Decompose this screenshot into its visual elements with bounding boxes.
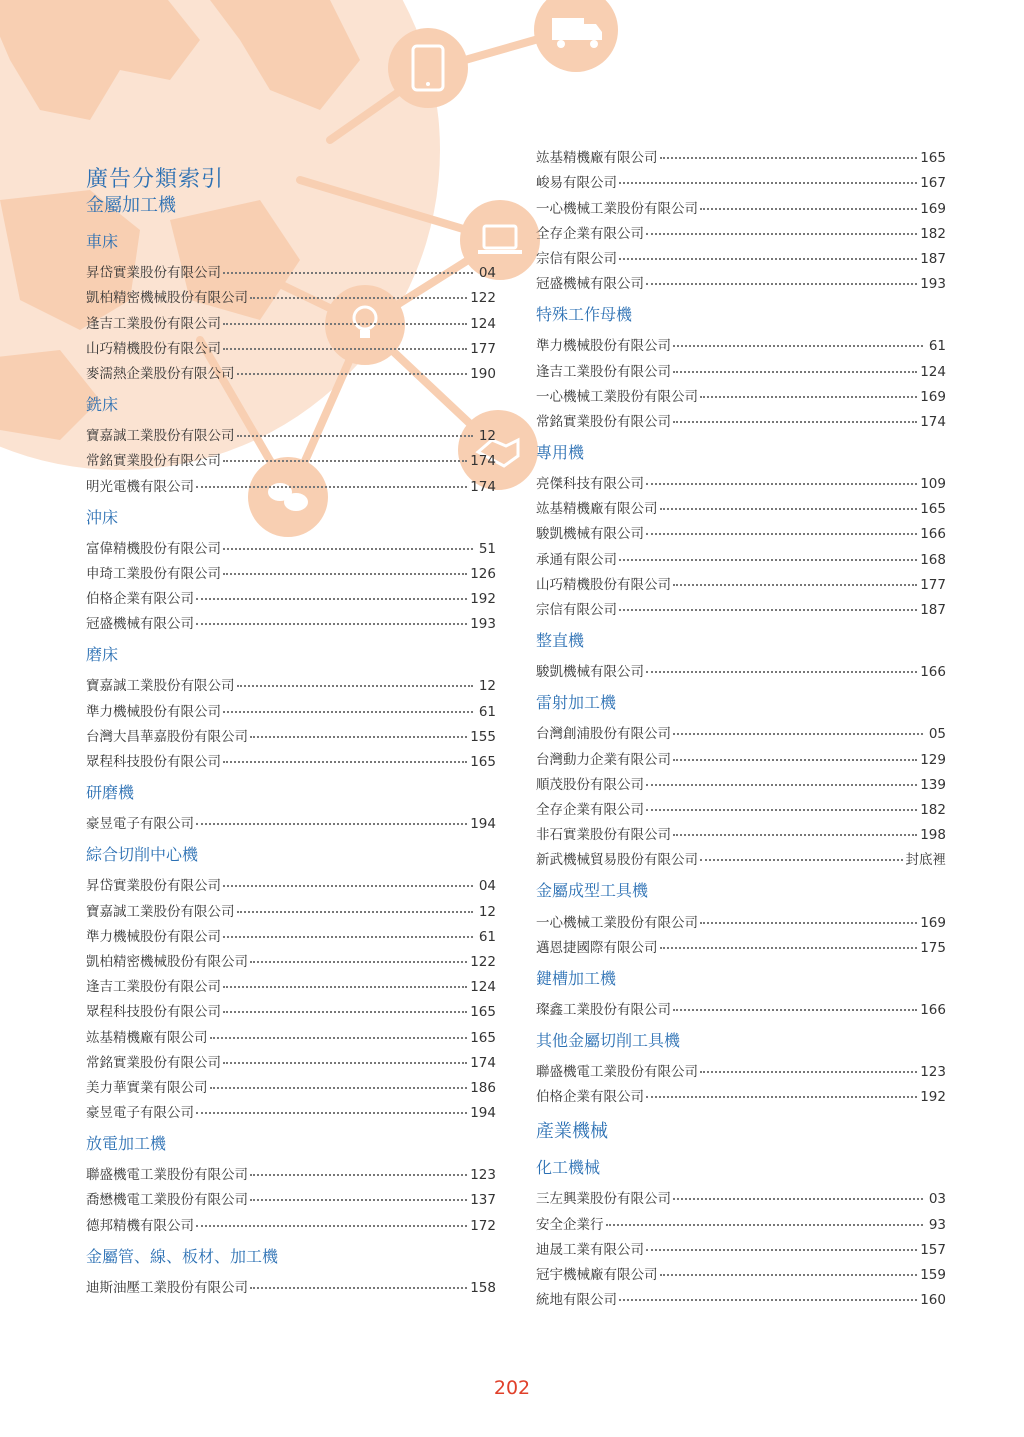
- company-name: 三左興業股份有限公司: [536, 1191, 671, 1208]
- company-name: 昇岱實業股份有限公司: [86, 265, 221, 282]
- index-entry: [536, 1055, 946, 1080]
- index-entry: [86, 869, 496, 894]
- company-name: 喬懋機電工業股份有限公司: [86, 1192, 248, 1209]
- dot-leader: [619, 559, 917, 561]
- index-entry: [86, 669, 496, 694]
- company-name: 迪晟工業有限公司: [536, 1241, 644, 1258]
- index-section: [86, 1246, 496, 1296]
- dot-leader: [196, 1112, 467, 1114]
- company-name: 伯格企業有限公司: [536, 1089, 644, 1106]
- page-reference: 129: [920, 751, 946, 768]
- index-entry: [536, 742, 946, 767]
- index-entry: [86, 894, 496, 919]
- company-name: 駿凱機械有限公司: [536, 664, 644, 681]
- index-entry: [86, 582, 496, 607]
- index-entry: [536, 405, 946, 430]
- page-reference: 124: [470, 979, 496, 996]
- company-name: 全存企業有限公司: [536, 225, 644, 242]
- index-entry: [86, 1271, 496, 1296]
- page-reference: 139: [920, 776, 946, 793]
- page-title: 廣告分類索引: [86, 166, 225, 192]
- dot-leader: [250, 297, 467, 299]
- dot-leader: [237, 373, 468, 375]
- page-reference: 155: [470, 728, 496, 745]
- dot-leader: [646, 784, 917, 786]
- page-reference: 126: [470, 565, 496, 582]
- page-reference: 03: [928, 1191, 946, 1208]
- company-name: 逢吉工業股份有限公司: [86, 979, 221, 996]
- index-entry: [86, 945, 496, 970]
- subcategory-heading: 沖床: [86, 507, 119, 527]
- dot-leader: [196, 623, 467, 625]
- index-entry: [86, 419, 496, 444]
- page-reference: 封底裡: [905, 852, 946, 869]
- company-name: 順茂股份有限公司: [536, 776, 644, 793]
- dot-leader: [250, 1287, 467, 1289]
- page-reference: 12: [478, 903, 496, 920]
- page-reference: 123: [470, 1167, 496, 1184]
- company-name: 眾程科技股份有限公司: [86, 754, 221, 770]
- index-entry: [536, 717, 946, 742]
- page-reference: 122: [470, 953, 496, 970]
- dot-leader: [646, 809, 917, 811]
- page-reference: 169: [920, 388, 946, 405]
- index-entry: [536, 191, 946, 216]
- company-name: 邁恩捷國際有限公司: [536, 939, 658, 956]
- company-name: 伯格企業有限公司: [86, 591, 194, 608]
- company-name: 宗信有限公司: [536, 250, 617, 267]
- company-name: 昇岱實業股份有限公司: [86, 878, 221, 895]
- page-reference: 177: [920, 576, 946, 593]
- index-section: [536, 304, 946, 430]
- index-entry: [536, 354, 946, 379]
- subcategory-heading: 金屬管、線、板材、加工機: [86, 1246, 279, 1266]
- index-section: [536, 141, 946, 292]
- index-section: [536, 630, 946, 680]
- index-entry: [536, 141, 946, 166]
- page-reference: 198: [920, 827, 946, 844]
- dot-leader: [700, 922, 917, 924]
- index-column-right: [536, 141, 946, 1308]
- page-reference: 174: [470, 453, 496, 470]
- page-reference: 165: [470, 1029, 496, 1046]
- dot-leader: [237, 685, 474, 687]
- dot-leader: [223, 986, 467, 988]
- dot-leader: [196, 598, 467, 600]
- company-name: 山巧精機股份有限公司: [536, 576, 671, 593]
- company-name: 一心機械工業股份有限公司: [536, 388, 698, 405]
- subcategory-heading: 專用機: [536, 442, 585, 462]
- dot-leader: [646, 283, 917, 285]
- index-entry: [86, 332, 496, 357]
- company-name: 聯盛機電工業股份有限公司: [86, 1167, 248, 1184]
- company-name: 竑基精機廠有限公司: [536, 150, 658, 167]
- company-name: 台灣動力企業有限公司: [536, 751, 671, 768]
- page-reference: 04: [478, 878, 496, 895]
- subcategory-heading: 車床: [86, 232, 119, 251]
- dot-leader: [660, 947, 918, 949]
- page-reference: 169: [920, 200, 946, 217]
- index-section: [86, 507, 496, 633]
- index-entry: [536, 242, 946, 267]
- subcategory-heading: 磨床: [86, 645, 119, 665]
- page-reference: 166: [920, 526, 946, 543]
- company-name: 準力機械股份有限公司: [536, 338, 671, 355]
- index-entry: [536, 655, 946, 680]
- company-name: 一心機械工業股份有限公司: [536, 200, 698, 217]
- page-reference: 124: [470, 315, 496, 332]
- dot-leader: [646, 533, 917, 535]
- page-reference: 61: [478, 928, 496, 945]
- page-reference: 193: [920, 276, 946, 293]
- index-entry: [536, 542, 946, 567]
- index-entry: [536, 593, 946, 618]
- page-reference: 192: [470, 591, 496, 608]
- page-reference: 168: [920, 551, 946, 568]
- dot-leader: [700, 396, 917, 398]
- dot-leader: [223, 936, 473, 938]
- page-reference: 193: [470, 616, 496, 633]
- index-entry: [536, 818, 946, 843]
- company-name: 準力機械股份有限公司: [86, 703, 221, 720]
- company-name: 眾程科技股份有限公司: [86, 1004, 221, 1021]
- page-reference: 174: [470, 1054, 496, 1071]
- index-entry: [536, 768, 946, 793]
- dot-leader: [660, 508, 918, 510]
- dot-leader: [700, 1071, 917, 1073]
- index-entry: [536, 217, 946, 242]
- company-name: 寶嘉誠工業股份有限公司: [86, 428, 235, 445]
- index-entry: [86, 1046, 496, 1071]
- company-name: 竑基精機廠有限公司: [86, 1029, 208, 1046]
- company-name: 寶嘉誠工業股份有限公司: [86, 678, 235, 695]
- dot-leader: [673, 1009, 917, 1011]
- index-entry: [86, 807, 496, 832]
- dot-leader: [196, 1225, 467, 1227]
- page-reference: 12: [478, 678, 496, 695]
- company-name: 璨鑫工業股份有限公司: [536, 1001, 671, 1018]
- page-reference: 177: [470, 340, 496, 357]
- page-reference: 166: [920, 1001, 946, 1018]
- dot-leader: [619, 1299, 917, 1301]
- page-reference: 190: [470, 365, 496, 382]
- index-section: [536, 880, 946, 955]
- dot-leader: [250, 961, 467, 963]
- company-name: 寶嘉誠工業股份有限公司: [86, 903, 235, 920]
- dot-leader: [619, 258, 917, 260]
- index-entry: [86, 557, 496, 582]
- index-entry: [536, 1080, 946, 1105]
- dot-leader: [223, 885, 473, 887]
- page-reference: 182: [920, 801, 946, 818]
- dot-leader: [210, 1037, 468, 1039]
- page-reference: 157: [920, 1241, 946, 1258]
- index-entry: [86, 306, 496, 331]
- page-reference: 175: [920, 939, 946, 956]
- index-entry: [536, 492, 946, 517]
- index-entry: [536, 843, 946, 868]
- company-name: 聯盛機電工業股份有限公司: [536, 1064, 698, 1081]
- company-name: 凱柏精密機械股份有限公司: [86, 953, 248, 970]
- dot-leader: [250, 736, 467, 738]
- dot-leader: [646, 671, 917, 673]
- index-entry: [536, 1258, 946, 1283]
- company-name: 竑基精機廠有限公司: [536, 501, 658, 518]
- dot-leader: [223, 1062, 467, 1064]
- index-entry: [86, 607, 496, 632]
- dot-leader: [237, 435, 474, 437]
- index-section: [536, 442, 946, 618]
- index-section: [536, 968, 946, 1018]
- company-name: 山巧精機股份有限公司: [86, 340, 221, 357]
- page-number: 202: [493, 1377, 531, 1399]
- page-reference: 187: [920, 602, 946, 618]
- company-name: 迪斯油壓工業股份有限公司: [86, 1279, 248, 1296]
- dot-leader: [673, 371, 917, 373]
- index-section: [86, 844, 496, 1121]
- page-reference: 165: [920, 150, 946, 167]
- index-entry: [86, 532, 496, 557]
- subcategory-heading: 雷射加工機: [536, 693, 617, 713]
- company-name: 安全企業行: [536, 1216, 604, 1233]
- dot-leader: [223, 460, 467, 462]
- index-entry: [86, 1208, 496, 1233]
- dot-leader: [700, 208, 917, 210]
- page-reference: 174: [470, 478, 496, 495]
- company-name: 統地有限公司: [536, 1292, 617, 1309]
- index-entry: [536, 267, 946, 292]
- page-reference: 05: [928, 726, 946, 743]
- page-reference: 137: [470, 1192, 496, 1209]
- index-entry: [536, 1283, 946, 1308]
- page-reference: 12: [478, 428, 496, 445]
- index-section: [86, 782, 496, 832]
- company-name: 申琦工業股份有限公司: [86, 565, 221, 582]
- page-reference: 165: [470, 1004, 496, 1021]
- tablet-icon: [388, 28, 468, 108]
- index-entry: [86, 694, 496, 719]
- index-entry: [536, 166, 946, 191]
- index-section: [86, 644, 496, 770]
- dot-leader: [646, 233, 917, 235]
- dot-leader: [646, 1096, 917, 1098]
- subcategory-heading: 整直機: [536, 631, 585, 650]
- dot-leader: [250, 1199, 467, 1201]
- index-entry: [536, 1233, 946, 1258]
- subcategory-heading: 化工機械: [536, 1158, 601, 1178]
- company-name: 豪昱電子有限公司: [86, 1105, 194, 1122]
- company-name: 台灣創浦股份有限公司: [536, 726, 671, 743]
- dot-leader: [606, 1224, 924, 1226]
- dot-leader: [223, 573, 467, 575]
- page-reference: 160: [920, 1292, 946, 1309]
- dot-leader: [237, 911, 474, 913]
- dot-leader: [673, 733, 923, 735]
- company-name: 逢吉工業股份有限公司: [86, 315, 221, 332]
- index-entry: [86, 357, 496, 382]
- company-name: 非石實業股份有限公司: [536, 827, 671, 844]
- company-name: 亮傑科技有限公司: [536, 476, 644, 493]
- index-entry: [536, 1182, 946, 1207]
- index-entry: [536, 329, 946, 354]
- page-reference: 186: [470, 1079, 496, 1096]
- subcategory-heading: 特殊工作母機: [536, 305, 633, 325]
- subcategory-heading: 研磨機: [86, 783, 135, 802]
- page-reference: 109: [920, 476, 946, 493]
- page-reference: 158: [470, 1279, 496, 1296]
- index-entry: [86, 1071, 496, 1096]
- index-entry: [536, 568, 946, 593]
- dot-leader: [673, 759, 917, 761]
- company-name: 全存企業有限公司: [536, 801, 644, 818]
- index-section: [536, 692, 946, 868]
- company-name: 麥濡熱企業股份有限公司: [86, 365, 235, 382]
- company-name: 逢吉工業股份有限公司: [536, 363, 671, 380]
- dot-leader: [210, 1087, 468, 1089]
- index-entry: [86, 720, 496, 745]
- dot-leader: [646, 483, 917, 485]
- company-name: 峻易有限公司: [536, 175, 617, 192]
- page-reference: 187: [920, 250, 946, 267]
- company-name: 宗信有限公司: [536, 602, 617, 618]
- index-entry: [536, 517, 946, 542]
- page-reference: 194: [470, 1105, 496, 1122]
- company-name: 冠宇機械廠有限公司: [536, 1267, 658, 1283]
- index-entry: [536, 931, 946, 956]
- company-name: 台灣大昌華嘉股份有限公司: [86, 728, 248, 745]
- index-entry: [86, 256, 496, 281]
- index-entry: [86, 469, 496, 494]
- index-section: [536, 1030, 946, 1105]
- index-section: [86, 1133, 496, 1234]
- dot-leader: [673, 834, 917, 836]
- company-name: 常銘實業股份有限公司: [86, 453, 221, 470]
- index-entry: [86, 444, 496, 469]
- company-name: 常銘實業股份有限公司: [536, 413, 671, 430]
- index-entry: [86, 1158, 496, 1183]
- dot-leader: [223, 323, 467, 325]
- page-reference: 04: [478, 265, 496, 282]
- company-name: 美力華實業有限公司: [86, 1079, 208, 1096]
- company-name: 冠盛機械有限公司: [86, 616, 194, 633]
- dot-leader: [673, 421, 917, 423]
- dot-leader: [619, 609, 917, 611]
- company-name: 富偉精機股份有限公司: [86, 540, 221, 557]
- index-entry: [86, 995, 496, 1020]
- dot-leader: [673, 345, 923, 347]
- page-reference: 51: [478, 540, 496, 557]
- dot-leader: [223, 1011, 467, 1013]
- company-name: 新武機械貿易股份有限公司: [536, 852, 698, 869]
- dot-leader: [196, 823, 467, 825]
- page-reference: 93: [928, 1216, 946, 1233]
- company-name: 冠盛機械有限公司: [536, 276, 644, 293]
- dot-leader: [673, 584, 917, 586]
- category-heading: 產業機械: [536, 1121, 608, 1143]
- subcategory-heading: 銑床: [86, 394, 119, 414]
- index-entry: [86, 1020, 496, 1045]
- page-reference: 123: [920, 1064, 946, 1081]
- dot-leader: [660, 157, 918, 159]
- page-reference: 182: [920, 225, 946, 242]
- index-entry: [536, 905, 946, 930]
- page-reference: 165: [920, 501, 946, 518]
- company-name: 常銘實業股份有限公司: [86, 1054, 221, 1071]
- index-entry: [86, 1096, 496, 1121]
- company-name: 豪昱電子有限公司: [86, 816, 194, 833]
- truck-icon: [534, 0, 618, 72]
- page-reference: 172: [470, 1217, 496, 1234]
- company-name: 明光電機有限公司: [86, 478, 194, 495]
- index-section: [536, 1157, 946, 1308]
- page-reference: 167: [920, 175, 946, 192]
- company-name: 準力機械股份有限公司: [86, 928, 221, 945]
- index-entry: [86, 281, 496, 306]
- dot-leader: [223, 711, 473, 713]
- dot-leader: [223, 348, 467, 350]
- company-name: 德邦精機有限公司: [86, 1217, 194, 1234]
- subcategory-heading: 金屬成型工具機: [536, 881, 649, 901]
- company-name: 凱柏精密機械股份有限公司: [86, 290, 248, 307]
- dot-leader: [250, 1174, 467, 1176]
- index-entry: [536, 793, 946, 818]
- dot-leader: [646, 1249, 917, 1251]
- index-entry: [86, 970, 496, 995]
- index-column-left: [86, 193, 496, 1296]
- page-reference: 61: [478, 703, 496, 720]
- company-name: 一心機械工業股份有限公司: [536, 914, 698, 931]
- page-reference: 166: [920, 664, 946, 681]
- dot-leader: [660, 1274, 918, 1276]
- index-entry: [86, 920, 496, 945]
- page-reference: 165: [470, 754, 496, 770]
- company-name: 駿凱機械有限公司: [536, 526, 644, 543]
- page-reference: 194: [470, 816, 496, 833]
- dot-leader: [223, 548, 473, 550]
- company-name: 承通有限公司: [536, 551, 617, 568]
- dot-leader: [619, 182, 917, 184]
- dot-leader: [223, 272, 473, 274]
- dot-leader: [700, 859, 903, 861]
- subcategory-heading: 放電加工機: [86, 1134, 167, 1154]
- page-reference: 124: [920, 363, 946, 380]
- index-section: [86, 231, 496, 382]
- category-heading: 金屬加工機: [86, 195, 176, 216]
- page-reference: 122: [470, 290, 496, 307]
- subcategory-heading: 鍵槽加工機: [536, 968, 617, 988]
- index-entry: [86, 1183, 496, 1208]
- index-entry: [86, 745, 496, 770]
- dot-leader: [223, 761, 467, 763]
- page-reference: 192: [920, 1089, 946, 1106]
- subcategory-heading: 其他金屬切削工具機: [536, 1030, 681, 1050]
- page-reference: 169: [920, 914, 946, 931]
- page-reference: 61: [928, 338, 946, 355]
- index-entry: [536, 380, 946, 405]
- dot-leader: [673, 1198, 923, 1200]
- page-reference: 174: [920, 413, 946, 430]
- subcategory-heading: 綜合切削中心機: [86, 845, 199, 865]
- index-entry: [536, 467, 946, 492]
- index-section: [86, 394, 496, 495]
- page-reference: 159: [920, 1267, 946, 1283]
- dot-leader: [196, 486, 467, 488]
- index-entry: [536, 993, 946, 1018]
- index-entry: [536, 1207, 946, 1232]
